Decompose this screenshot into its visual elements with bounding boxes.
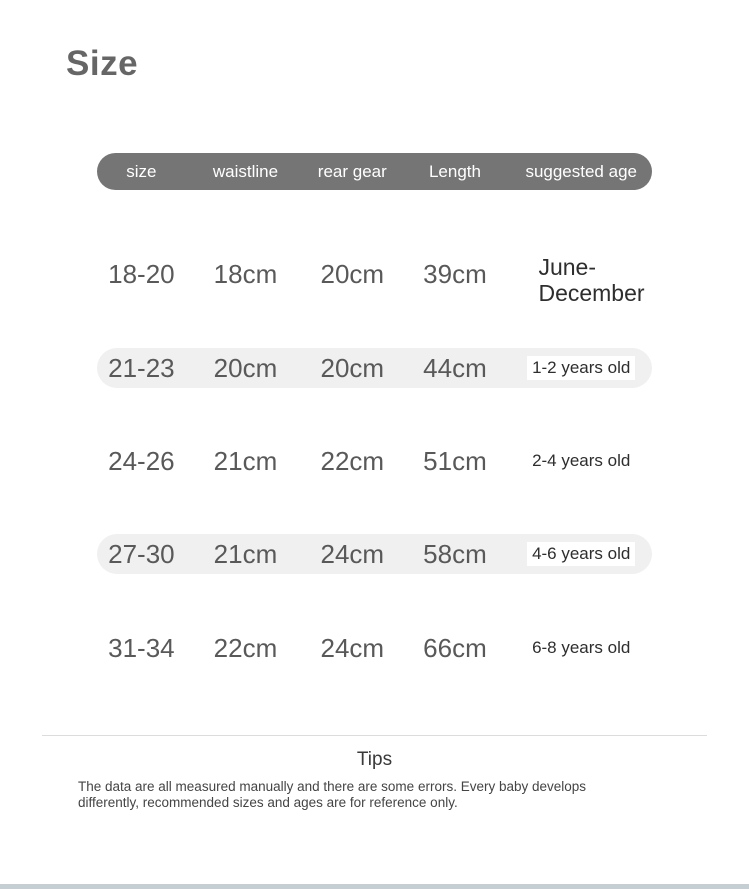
cell-rear-gear: 22cm bbox=[320, 445, 385, 476]
tips-divider bbox=[42, 735, 707, 736]
age-label: 2-4 years old bbox=[527, 449, 635, 473]
cell-length: 44cm bbox=[423, 352, 487, 383]
age-label: 6-8 years old bbox=[527, 636, 635, 660]
header-cell-length: Length bbox=[428, 161, 481, 181]
header-cell-size: size bbox=[126, 161, 157, 181]
table-row bbox=[97, 348, 652, 388]
cell-rear-gear: 20cm bbox=[320, 352, 385, 383]
cell-suggested-age bbox=[510, 449, 652, 473]
cell-rear-gear: 24cm bbox=[320, 632, 385, 663]
table-header-row bbox=[97, 153, 652, 190]
cell-rear-gear: 24cm bbox=[320, 538, 385, 569]
footer-bar bbox=[0, 884, 749, 889]
cell-rear-gear: 20cm bbox=[320, 258, 385, 289]
cell-size: 27-30 bbox=[108, 538, 175, 569]
tips-body-line: differently, recommended sizes and ages are for reference only. bbox=[78, 794, 458, 810]
cell-length: 58cm bbox=[423, 538, 487, 569]
table-row bbox=[97, 628, 652, 668]
age-label: June-December bbox=[536, 255, 678, 306]
cell-size: 24-26 bbox=[108, 445, 175, 476]
cell-waistline: 18cm bbox=[213, 258, 278, 289]
header-cell-waistline: waistline bbox=[212, 161, 279, 181]
tips-body bbox=[78, 779, 680, 810]
header-cell-suggested-age: suggested age bbox=[525, 161, 637, 181]
cell-length: 39cm bbox=[423, 258, 487, 289]
cell-suggested-age bbox=[510, 636, 652, 660]
cell-waistline: 20cm bbox=[213, 352, 278, 383]
page-title: Size bbox=[66, 44, 139, 83]
table-row bbox=[97, 534, 652, 574]
cell-size: 21-23 bbox=[108, 352, 175, 383]
cell-waistline: 21cm bbox=[213, 538, 278, 569]
cell-length: 66cm bbox=[423, 632, 487, 663]
cell-suggested-age bbox=[510, 542, 652, 566]
cell-suggested-age bbox=[510, 356, 652, 380]
cell-waistline: 22cm bbox=[213, 632, 278, 663]
age-label: 1-2 years old bbox=[527, 356, 635, 380]
cell-size: 18-20 bbox=[108, 258, 175, 289]
cell-length: 51cm bbox=[423, 445, 487, 476]
table-row bbox=[97, 441, 652, 481]
cell-suggested-age bbox=[510, 255, 678, 306]
cell-size: 31-34 bbox=[108, 632, 175, 663]
header-cell-rear-gear: rear gear bbox=[317, 161, 387, 181]
tips-title: Tips bbox=[356, 749, 393, 770]
cell-waistline: 21cm bbox=[213, 445, 278, 476]
age-label: 4-6 years old bbox=[527, 542, 635, 566]
table-row bbox=[97, 254, 652, 306]
tips-body-line: The data are all measured manually and there are some errors. Every baby develops bbox=[78, 779, 587, 794]
